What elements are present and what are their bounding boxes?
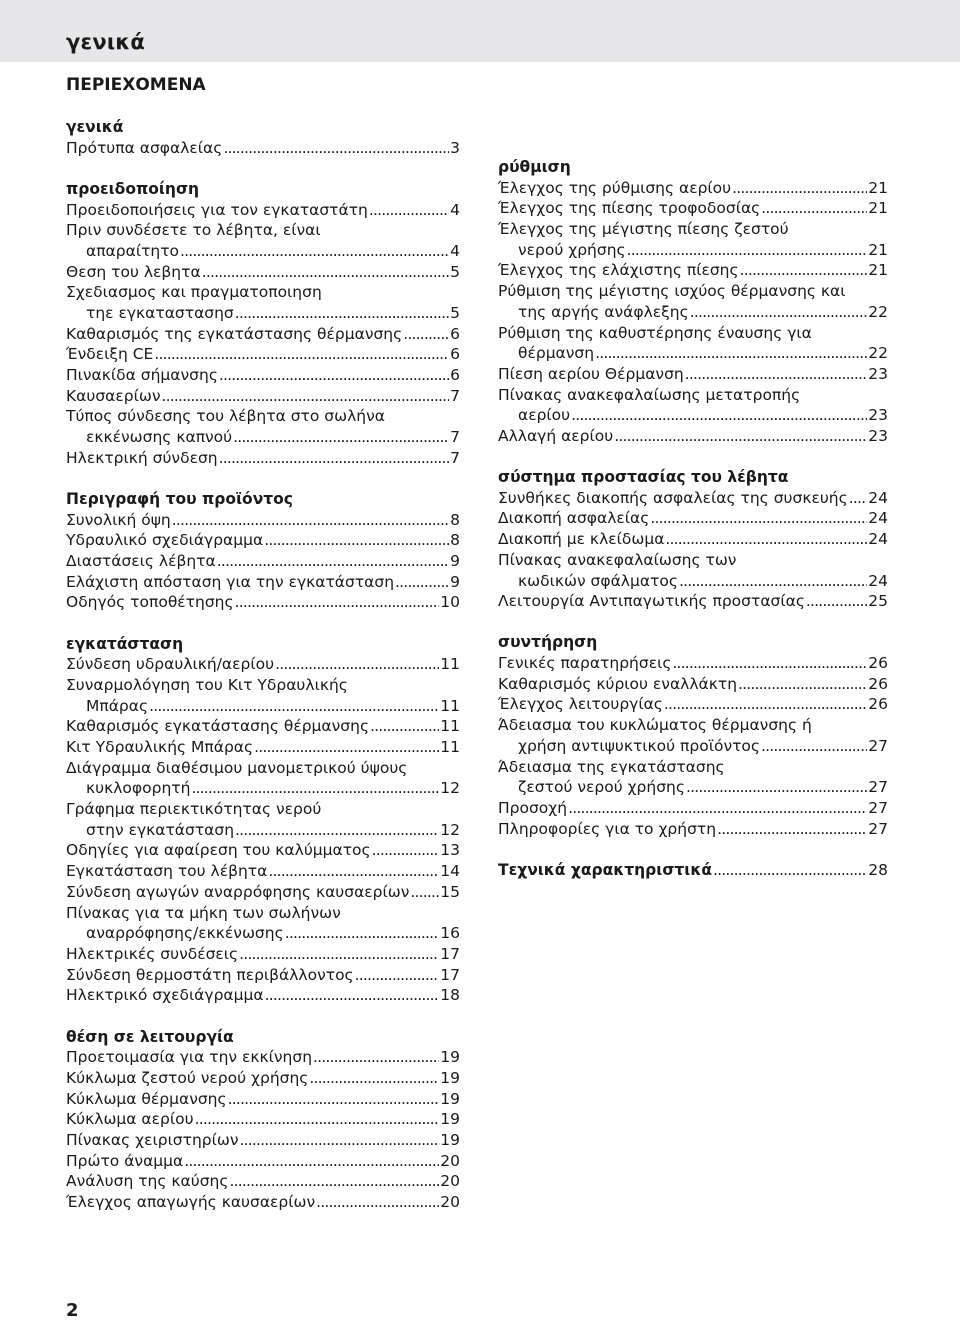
toc-entry-text: Έλεγχος της ελάχιστης πίεσης [498, 261, 739, 280]
toc-section [66, 1027, 460, 1213]
leader-dots [672, 653, 867, 674]
toc-entry-text: Κύκλωμα ζεστού νερού χρήσης [66, 1068, 309, 1087]
toc-entry[interactable] [66, 1068, 460, 1089]
toc-section [498, 860, 888, 881]
section-title: συντήρηση [498, 633, 598, 652]
toc-entry-page: 20 [440, 1172, 460, 1191]
toc-entry-page: 6 [450, 324, 460, 343]
toc-entry-text: Καθαρισμός της εγκατάστασης θέρμανσης [66, 324, 403, 343]
leader-dots [627, 240, 868, 261]
toc-entry-text: ζεστού νερού χρήσης [518, 778, 685, 797]
toc-entry-text: Άδειασμα του κυκλώματος θέρμανσης ή [498, 716, 812, 735]
toc-entry-text: Κιτ Υδραυλικής Μπάρας [66, 738, 254, 757]
toc-entry-page: 11 [440, 696, 460, 715]
toc-entry-page: 17 [440, 965, 460, 984]
toc-entry-text: της αργής ανάφλεξης [518, 302, 689, 321]
toc-entry[interactable] [66, 882, 460, 903]
toc-entry-page: 25 [868, 592, 888, 611]
toc-entry[interactable] [498, 343, 888, 364]
toc-entry-text: στην εγκατάσταση [86, 820, 235, 839]
leader-dots [235, 303, 449, 324]
toc-entry-text: εκκένωσης καπνού [86, 428, 233, 447]
toc-entry-text: τηε εγκαταστασησ [86, 303, 234, 322]
toc-entry[interactable] [498, 695, 888, 716]
toc-entry-page: 5 [450, 303, 460, 322]
toc-entry-text: Έλεγχος λειτουργίας [498, 695, 663, 714]
toc-entry[interactable] [66, 365, 460, 386]
toc-entry[interactable] [66, 262, 460, 283]
toc-entry-text: Λειτουργία Αντιπαγωτικής προστασίας [498, 592, 805, 611]
toc-entry-page: 18 [440, 986, 460, 1005]
toc-entry-page: 11 [440, 717, 460, 736]
toc-entry-page: 10 [440, 593, 460, 612]
page-title: γενικά [66, 30, 146, 54]
toc-entry-page: 23 [868, 426, 888, 445]
toc-entry-text: Πίνακας για τα μήκη των σωλήνων [66, 903, 341, 922]
toc-entry-text: Άδειασμα της εγκατάστασης [498, 757, 725, 776]
toc-entry[interactable] [66, 551, 460, 572]
toc-entry-page: 6 [450, 366, 460, 385]
toc-entry[interactable] [66, 716, 460, 737]
toc-entry-page: 8 [450, 510, 460, 529]
toc-entry-page: 23 [868, 364, 888, 383]
toc-entry-page: 5 [450, 262, 460, 281]
toc-section [498, 632, 888, 839]
toc-section [66, 117, 460, 158]
toc-entry-text: θέρμανση [518, 344, 595, 363]
toc-entry-text: Έλεγχος της πίεσης τροφοδοσίας [498, 199, 761, 218]
toc-entry-text: Ηλεκτρική σύνδεση [66, 448, 218, 467]
leader-dots [223, 138, 449, 159]
toc-entry-page: 20 [440, 1151, 460, 1170]
toc-entry-text: Ρύθμιση της καθυστέρησης έναυσης για [498, 323, 812, 342]
toc-entry-text: Σχεδιασμος και πραγματοποιηση [66, 283, 322, 302]
leader-dots [184, 1151, 439, 1172]
leader-dots [233, 427, 449, 448]
toc-entry-text: Σύνδεση υδραυλική/αερίου [66, 655, 275, 674]
toc-entry[interactable] [66, 1047, 460, 1068]
toc-entry-text: Προειδοποιήσεις για τον εγκαταστάτη [66, 200, 368, 219]
section-title: προειδοποίηση [66, 179, 200, 198]
toc-entry[interactable] [66, 841, 460, 862]
toc-entry[interactable] [66, 386, 460, 407]
toc-entry[interactable] [66, 448, 460, 469]
toc-entry[interactable] [66, 200, 460, 221]
toc-entry-text: Πίνακας ανακεφαλαίωσης μετατροπής [498, 385, 801, 404]
toc-entry-text: Πινακίδα σήμανσης [66, 366, 218, 385]
toc-entry-text: Ρύθμιση της μέγιστης ισχύος θέρμανσης και [498, 282, 846, 301]
toc-entry-text: Προετοιμασία για την εκκίνηση [66, 1048, 313, 1067]
toc-entry-text: Πρότυπα ασφαλείας [66, 138, 223, 157]
section-title: γενικά [66, 118, 124, 136]
toc-entry-text: Πριν συνδέσετε το λέβητα, είναι [66, 221, 321, 240]
toc-entry[interactable] [498, 364, 888, 385]
leader-dots [679, 571, 867, 592]
leader-dots [738, 674, 867, 695]
toc-entry-text: Πίεση αερίου Θέρμανση [498, 364, 684, 383]
leader-dots [265, 985, 440, 1006]
toc-entry-text: Διάγραμμα διαθέσιμου μανομετρικού ύψους [66, 758, 408, 777]
toc-entry[interactable] [498, 426, 888, 447]
toc-right-column [498, 157, 888, 901]
toc-entry-text: Προσοχή [498, 798, 568, 817]
toc-entry-page: 21 [868, 199, 888, 218]
toc-entry-text: Ηλεκτρικό σχεδιάγραμμα [66, 986, 264, 1005]
toc-entry-page: 27 [868, 819, 888, 838]
leader-dots [240, 1130, 440, 1151]
leader-dots [571, 405, 867, 426]
toc-entry-text: Ένδειξη CE [66, 345, 154, 364]
toc-entry-text: Διακοπή ασφαλείας [498, 509, 650, 528]
leader-dots [761, 198, 867, 219]
toc-entry-text: Υδραυλικό σχεδιάγραμμα [66, 531, 264, 550]
toc-entry[interactable] [66, 778, 460, 799]
leader-dots [732, 178, 867, 199]
leader-dots [370, 716, 439, 737]
toc-section [66, 634, 460, 1006]
leader-dots [313, 1047, 439, 1068]
toc-entry-text: Πρώτο άναμμα [66, 1151, 184, 1170]
toc-entry[interactable] [498, 198, 888, 219]
toc-entry-text: Έλεγχος της μέγιστης πίεσης ζεστού [498, 220, 789, 239]
toc-entry-text: Αλλαγή αερίου [498, 426, 614, 445]
leader-dots [219, 448, 450, 469]
toc-entry[interactable] [498, 302, 888, 323]
toc-entry-text: κυκλοφορητή [86, 779, 191, 798]
toc-entry-page: 17 [440, 944, 460, 963]
leader-dots [713, 860, 867, 881]
toc-entry-page: 23 [868, 406, 888, 425]
toc-entry-page: 24 [868, 509, 888, 528]
toc-entry[interactable] [66, 324, 460, 345]
toc-entry-page: 4 [450, 200, 460, 219]
toc-entry-page: 21 [868, 178, 888, 197]
leader-dots [806, 591, 867, 612]
toc-entry-page: 22 [868, 344, 888, 363]
toc-entry-page: 19 [440, 1089, 460, 1108]
toc-entry[interactable] [66, 1171, 460, 1192]
section-title: θέση σε λειτουργία [66, 1027, 234, 1046]
leader-dots [664, 694, 867, 715]
toc-entry-page: 24 [868, 571, 888, 590]
toc-entry[interactable] [66, 530, 460, 551]
toc-entry-page: 21 [868, 240, 888, 259]
leader-dots [650, 508, 867, 529]
toc-entry-text: νερού χρήσης [518, 240, 626, 259]
toc-entry-page: 26 [868, 654, 888, 673]
toc-entry-text: Οδηγός τοποθέτησης [66, 593, 234, 612]
toc-entry[interactable] [498, 260, 888, 281]
toc-entry[interactable] [66, 1089, 460, 1110]
leader-dots [761, 736, 867, 757]
toc-entry-text: αερίου [518, 406, 571, 425]
toc-entry[interactable] [66, 241, 460, 262]
toc-entry[interactable] [66, 965, 460, 986]
toc-entry[interactable] [66, 1130, 460, 1151]
toc-entry-text: Ελάχιστη απόσταση για την εγκατάσταση [66, 572, 395, 591]
toc-entry-text: Γράφημα περιεκτικότητας νερού [66, 800, 322, 819]
leader-dots [172, 510, 449, 531]
leader-dots [229, 1171, 439, 1192]
leader-dots [595, 343, 867, 364]
toc-entry-text: χρήση αντιψυκτικού προϊόντος [518, 736, 761, 755]
toc-entry-text: Τεχνικά χαρακτηριστικά [498, 860, 712, 879]
toc-entry-text: Συναρμολόγηση του Κιτ Υδραυλικής [66, 676, 348, 694]
section-title: εγκατάσταση [66, 634, 184, 653]
leader-dots [717, 819, 867, 840]
toc-entry[interactable] [498, 488, 888, 509]
toc-entry[interactable] [66, 1109, 460, 1130]
toc-entry-page: 27 [868, 736, 888, 755]
toc-entry[interactable] [498, 571, 888, 592]
leader-dots [228, 1089, 440, 1110]
leader-dots [264, 530, 449, 551]
toc-entry-text: Πληροφορίες για το χρήστη [498, 819, 717, 838]
toc-entry[interactable] [498, 798, 888, 819]
toc-entry-text: Τύπος σύνδεσης του λέβητα στο σωλήνα [66, 407, 385, 426]
toc-entry-text: Καθαρισμός εγκατάστασης θέρμανσης [66, 717, 370, 736]
toc-entry[interactable] [66, 592, 460, 613]
toc-entry-page: 24 [868, 530, 888, 549]
toc-entry-page: 26 [868, 674, 888, 693]
toc-entry-page: 22 [868, 302, 888, 321]
toc-entry-page: 13 [440, 841, 460, 860]
toc-entry[interactable] [66, 923, 460, 944]
toc-entry-text: Εγκατάσταση του λέβητα [66, 862, 268, 881]
toc-entry-page: 19 [440, 1068, 460, 1087]
toc-entry[interactable] [498, 591, 888, 612]
toc-entry[interactable] [498, 405, 888, 426]
leader-dots [191, 778, 439, 799]
toc-entry-text: Συνθήκες διακοπής ασφαλείας της συσκευής [498, 488, 848, 507]
leader-dots [285, 923, 440, 944]
toc-entry-text: Οδηγίες για αφαίρεση του καλύμματος [66, 841, 371, 860]
leader-dots [614, 426, 867, 447]
leader-dots [690, 302, 868, 323]
leader-dots [162, 386, 450, 407]
toc-heading: ΠΕΡΙΕΧΟΜΕΝΑ [66, 75, 206, 95]
toc-entry-text: Πίνακας χειριστηρίων [66, 1130, 239, 1149]
leader-dots [217, 551, 449, 572]
toc-entry-page: 6 [450, 345, 460, 364]
leader-dots [355, 965, 440, 986]
toc-entry-text: Καθαρισμός κύριου εναλλάκτη [498, 674, 738, 693]
toc-entry[interactable] [66, 654, 460, 675]
toc-entry[interactable] [498, 736, 888, 757]
toc-entry-page: 16 [440, 924, 460, 943]
toc-entry[interactable] [66, 344, 460, 365]
toc-entry-page: 14 [440, 862, 460, 881]
leader-dots [235, 820, 439, 841]
leader-dots [180, 241, 449, 262]
toc-entry[interactable] [66, 510, 460, 531]
leader-dots [309, 1068, 439, 1089]
toc-entry[interactable] [498, 240, 888, 261]
toc-entry-page: 7 [450, 428, 460, 447]
toc-entry[interactable] [66, 861, 460, 882]
toc-entry[interactable] [66, 427, 460, 448]
toc-entry-text: αναρρόφησης/εκκένωσης [86, 924, 284, 943]
toc-entry-page: 7 [450, 448, 460, 467]
leader-dots [685, 364, 868, 385]
toc-entry-text: Σύνδεση αγωγών αναρρόφησης καυσαερίων [66, 882, 410, 901]
toc-entry-page: 19 [440, 1130, 460, 1149]
toc-entry-page: 4 [450, 241, 460, 260]
toc-entry-page: 3 [450, 138, 460, 157]
toc-section [66, 489, 460, 613]
toc-entry-text: Μπάρας [86, 696, 149, 715]
section-title: ρύθμιση [498, 158, 571, 176]
toc-entry[interactable] [66, 985, 460, 1006]
leader-dots [316, 1192, 439, 1213]
toc-entry-page: 26 [868, 695, 888, 714]
toc-entry-page: 27 [868, 778, 888, 797]
leader-dots [410, 882, 439, 903]
leader-dots [665, 529, 867, 550]
toc-entry[interactable] [498, 509, 888, 530]
toc-entry[interactable] [66, 944, 460, 965]
toc-entry[interactable] [498, 178, 888, 199]
leader-dots [740, 260, 868, 281]
leader-dots [154, 344, 449, 365]
toc-entry[interactable] [498, 529, 888, 550]
toc-entry[interactable] [66, 696, 460, 717]
toc-entry-text: Ανάλυση της καύσης [66, 1172, 229, 1191]
toc-entry-text: Ηλεκτρικές συνδέσεις [66, 944, 239, 963]
toc-entry-page: 19 [440, 1110, 460, 1129]
leader-dots [369, 200, 449, 221]
leader-dots [254, 737, 439, 758]
toc-entry-page: 21 [868, 261, 888, 280]
toc-entry-text: Διακοπή με κλείδωμα [498, 530, 665, 549]
toc-entry-page: 9 [450, 552, 460, 571]
toc-entry[interactable] [498, 860, 888, 881]
toc-entry-page: 20 [440, 1192, 460, 1211]
toc-entry-text: Συνολική όψη [66, 510, 171, 529]
toc-entry-page: 9 [450, 572, 460, 591]
leader-dots [849, 488, 868, 509]
leader-dots [235, 592, 440, 613]
toc-entry-text: Θεση του λεβητα [66, 262, 201, 281]
toc-entry[interactable] [66, 737, 460, 758]
toc-entry-page: 8 [450, 531, 460, 550]
toc-entry-page: 11 [440, 738, 460, 757]
toc-entry[interactable] [498, 819, 888, 840]
toc-section [66, 179, 460, 469]
toc-entry-text: Γενικές παρατηρήσεις [498, 654, 672, 673]
toc-entry-page: 19 [440, 1048, 460, 1067]
section-title: σύστημα προστασίας του λέβητα [498, 468, 789, 487]
toc-entry-page: 15 [440, 882, 460, 901]
leader-dots [239, 944, 439, 965]
toc-entry[interactable] [498, 777, 888, 798]
toc-entry-page: 12 [440, 820, 460, 839]
toc-entry-text: Καυσαερίων [66, 386, 161, 405]
toc-section [498, 467, 888, 612]
toc-entry[interactable] [66, 572, 460, 593]
toc-entry-text: Έλεγχος της ρύθμισης αερίου [498, 178, 732, 197]
toc-entry-page: 11 [440, 655, 460, 674]
toc-left-column [66, 117, 460, 1233]
leader-dots [686, 777, 867, 798]
leader-dots [568, 798, 867, 819]
leader-dots [372, 840, 440, 861]
leader-dots [195, 1109, 440, 1130]
toc-entry[interactable] [498, 653, 888, 674]
toc-entry[interactable] [498, 674, 888, 695]
leader-dots [268, 861, 439, 882]
toc-entry-page: 28 [868, 860, 888, 879]
leader-dots [275, 654, 439, 675]
leader-dots [403, 324, 449, 345]
leader-dots [202, 262, 449, 283]
toc-entry-text: Σύνδεση θερμοστάτη περιβάλλοντος [66, 965, 354, 984]
toc-entry[interactable] [66, 138, 460, 159]
toc-entry-page: 12 [440, 779, 460, 798]
toc-entry[interactable] [66, 303, 460, 324]
toc-entry-text: απαραίτητο [86, 241, 180, 260]
toc-section [498, 157, 888, 447]
toc-entry[interactable] [66, 820, 460, 841]
toc-entry-page: 27 [868, 798, 888, 817]
toc-entry-text: Διαστάσεις λέβητα [66, 552, 216, 571]
toc-entry[interactable] [66, 1151, 460, 1172]
leader-dots [395, 572, 449, 593]
leader-dots [149, 696, 439, 717]
leader-dots [219, 365, 449, 386]
toc-entry-text: Έλεγχος απαγωγής καυσαερίων [66, 1192, 316, 1211]
toc-entry-page: 24 [868, 488, 888, 507]
toc-entry-text: Κύκλωμα αερίου [66, 1110, 194, 1129]
toc-entry[interactable] [66, 1192, 460, 1213]
toc-entry-text: Πίνακας ανακεφαλαίωσης των [498, 550, 737, 569]
page-number: 2 [66, 1300, 79, 1321]
toc-entry-text: Κύκλωμα θέρμανσης [66, 1089, 227, 1108]
toc-entry-text: κωδικών σφάλματος [518, 571, 678, 590]
section-title: Περιγραφή του προϊόντος [66, 490, 293, 508]
toc-entry-page: 7 [450, 386, 460, 405]
